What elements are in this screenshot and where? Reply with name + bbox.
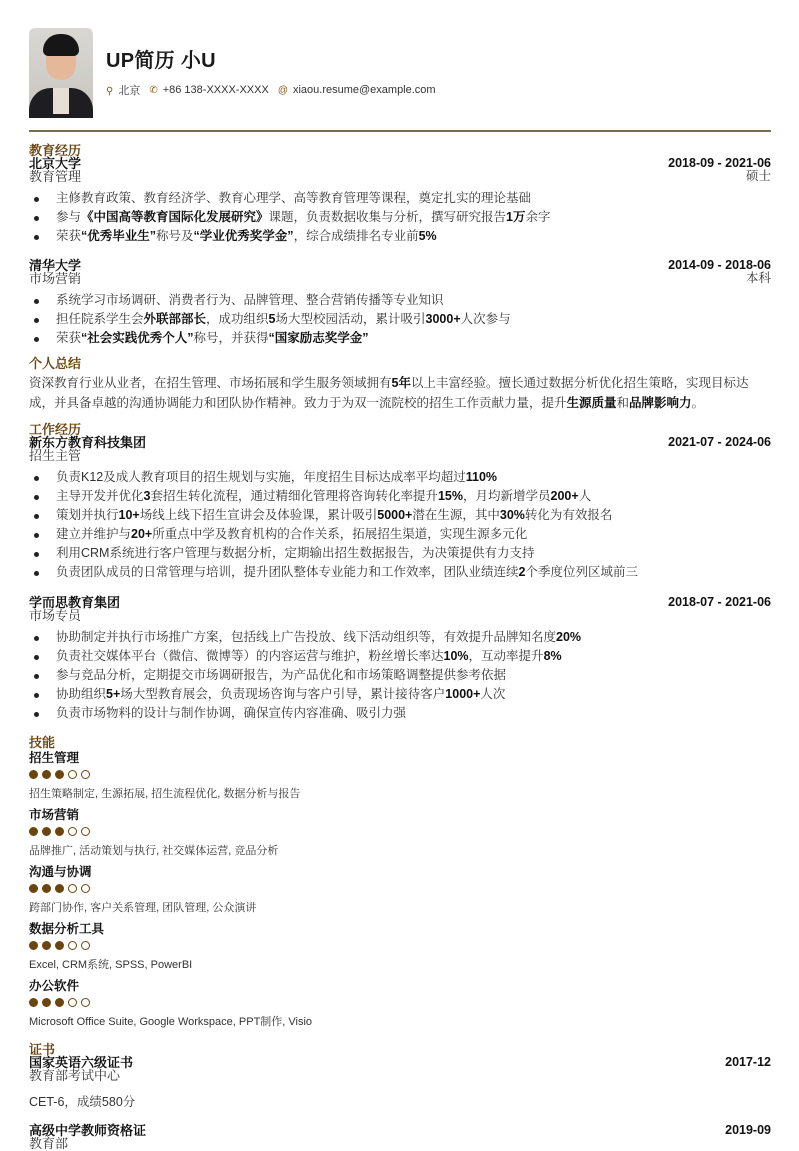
section-title-work: 工作经历 bbox=[29, 421, 82, 437]
rating-dot-empty bbox=[81, 827, 90, 836]
skill-name: 招生管理 bbox=[29, 750, 80, 765]
bold-text: 5+ bbox=[106, 686, 121, 701]
company-name: 新东方教育科技集团 bbox=[29, 434, 147, 450]
bold-text: 2 bbox=[518, 564, 526, 579]
bold-text: 20+ bbox=[131, 526, 153, 541]
resume-page bbox=[29, 28, 771, 1150]
text-segment: 余字 bbox=[525, 209, 551, 224]
bullet-list bbox=[29, 189, 771, 246]
list-item bbox=[29, 189, 771, 208]
job-role: 市场专员 bbox=[29, 607, 82, 623]
list-item bbox=[29, 291, 771, 310]
cert-issuer: 教育部考试中心 bbox=[29, 1067, 121, 1083]
text-segment: 建立并维护与 bbox=[56, 526, 132, 541]
resume-header bbox=[29, 28, 771, 114]
text-segment: 协助组织 bbox=[56, 686, 107, 701]
section-title-certificates: 证书 bbox=[29, 1041, 56, 1057]
cert-row bbox=[29, 1056, 771, 1069]
text-segment: 系统学习市场调研、消费者行为、品牌管理、整合营销传播等专业知识 bbox=[56, 292, 444, 307]
bold-text: “国家励志奖学金” bbox=[268, 330, 369, 345]
text-segment: 负责K12及成人教育项目的招生规划与实施，年度招生目标达成率平均超过 bbox=[56, 469, 466, 484]
rating-dot-filled bbox=[29, 941, 38, 950]
skill-name: 办公软件 bbox=[29, 978, 80, 993]
text-segment: 课题，负责数据收集与分析，撰写研究报告 bbox=[268, 209, 507, 224]
text-segment: 利用CRM系统进行客户管理与数据分析，定期输出招生数据报告，为决策提供有力支持 bbox=[56, 545, 535, 560]
skill-rating bbox=[29, 884, 771, 894]
degree: 本科 bbox=[745, 270, 771, 285]
bold-text: 5% bbox=[418, 228, 437, 243]
rating-dot-empty bbox=[81, 770, 90, 779]
text-segment: 主修教育政策、教育经济学、教育心理学、高等教育管理等课程，奠定扎实的理论基础 bbox=[56, 190, 532, 205]
text-segment: 称号及 bbox=[156, 228, 194, 243]
phone: +86 138-XXXX-XXXX bbox=[162, 84, 269, 96]
section-title-education: 教育经历 bbox=[29, 142, 82, 158]
skill-description: 品牌推广, 活动策划与执行, 社交媒体运营, 竞品分析 bbox=[29, 844, 279, 857]
bold-text: 1万 bbox=[506, 209, 526, 224]
text-segment: 负责社交媒体平台（微信、微博等）的内容运营与维护，粉丝增长率达 bbox=[56, 648, 444, 663]
cert-row bbox=[29, 1124, 771, 1137]
text-segment: 人 bbox=[578, 488, 592, 503]
rating-dot-empty bbox=[81, 941, 90, 950]
list-item bbox=[29, 227, 771, 246]
text-segment: 称号，并获得 bbox=[193, 330, 269, 345]
text-segment: 负责市场物料的设计与制作协调，确保宣传内容准确、吸引力强 bbox=[56, 705, 407, 720]
text-segment: 主导开发并优化 bbox=[56, 488, 144, 503]
cert-issuer: 教育部 bbox=[29, 1135, 69, 1151]
rating-dot-empty bbox=[81, 884, 90, 893]
text-segment: 负责团队成员的日常管理与培训，提升团队整体专业能力和工作效率，团队业绩连续 bbox=[56, 564, 519, 579]
bold-text: 3 bbox=[143, 488, 151, 503]
text-segment: ，互动率提升 bbox=[468, 648, 544, 663]
cert-date: 2017-12 bbox=[725, 1054, 771, 1069]
text-segment: 和 bbox=[616, 395, 630, 410]
section-title-skills: 技能 bbox=[29, 734, 56, 750]
skill-description: Excel, CRM系统, SPSS, PowerBI bbox=[29, 958, 193, 971]
education-row bbox=[29, 272, 771, 285]
skill-name: 沟通与协调 bbox=[29, 864, 92, 879]
bold-text: 15% bbox=[437, 488, 464, 503]
skill-name: 市场营销 bbox=[29, 807, 80, 822]
rating-dot-filled bbox=[42, 941, 51, 950]
candidate-name: UP简历 小U bbox=[106, 50, 216, 72]
text-segment: 参与竞品分析，定期提交市场调研报告，为产品优化和市场策略调整提供参考依据 bbox=[56, 667, 507, 682]
contact-line bbox=[106, 82, 436, 98]
rating-dot-filled bbox=[42, 770, 51, 779]
bold-text: 10+ bbox=[118, 507, 140, 522]
company-name: 学而思教育集团 bbox=[29, 594, 121, 610]
list-item bbox=[29, 647, 771, 666]
text-segment: 策划并执行 bbox=[56, 507, 119, 522]
list-item bbox=[29, 525, 771, 544]
list-item bbox=[29, 506, 771, 525]
skill-name: 数据分析工具 bbox=[29, 921, 105, 936]
job-role: 招生主管 bbox=[29, 447, 82, 463]
bold-text: 5 bbox=[268, 311, 276, 326]
bold-text: 3000+ bbox=[425, 311, 461, 326]
rating-dot-filled bbox=[55, 998, 64, 1007]
skill-description: 跨部门协作, 客户关系管理, 团队管理, 公众演讲 bbox=[29, 901, 257, 914]
bold-text: 1000+ bbox=[445, 686, 481, 701]
list-item bbox=[29, 563, 771, 582]
text-segment: 场大型教育展会，负责现场咨询与客户引导，累计接待客户 bbox=[120, 686, 446, 701]
text-segment: ，月均新增学员 bbox=[463, 488, 551, 503]
bold-text: 5年 bbox=[391, 375, 411, 390]
location: 北京 bbox=[118, 85, 141, 97]
bold-text: 5000+ bbox=[377, 507, 413, 522]
text-segment: ，综合成绩排名专业前 bbox=[293, 228, 419, 243]
phone-icon: ✆ bbox=[149, 85, 158, 96]
text-segment: 个季度位列区域前三 bbox=[525, 564, 638, 579]
date-range: 2021-07 - 2024-06 bbox=[668, 434, 771, 449]
work-row bbox=[29, 436, 771, 449]
text-segment: 转化为有效报名 bbox=[524, 507, 613, 522]
text-segment: 资深教育行业从业者，在招生管理、市场拓展和学生服务领域拥有 bbox=[29, 375, 392, 390]
list-item bbox=[29, 685, 771, 704]
rating-dot-empty bbox=[81, 998, 90, 1007]
list-item bbox=[29, 487, 771, 506]
header-divider bbox=[29, 130, 771, 132]
text-segment: 担任院系学生会 bbox=[56, 311, 144, 326]
location-pin-icon: ⚲ bbox=[106, 86, 114, 97]
rating-dot-filled bbox=[42, 884, 51, 893]
list-item bbox=[29, 704, 771, 723]
bold-text: 《中国高等教育国际化发展研究》 bbox=[81, 209, 269, 224]
cert-name: 高级中学教师资格证 bbox=[29, 1122, 147, 1138]
text-segment: 荣获 bbox=[56, 228, 82, 243]
rating-dot-filled bbox=[55, 884, 64, 893]
at-icon: @ bbox=[277, 85, 288, 96]
school-name: 清华大学 bbox=[29, 257, 82, 273]
school-name: 北京大学 bbox=[29, 155, 82, 171]
bold-text: 外联部部长 bbox=[143, 311, 207, 326]
skill-description: Microsoft Office Suite, Google Workspace, PPT制作, Visio bbox=[29, 1015, 313, 1028]
text-segment: 荣获 bbox=[56, 330, 82, 345]
education-row bbox=[29, 157, 771, 170]
summary-text bbox=[29, 373, 771, 413]
education-entry bbox=[29, 259, 771, 348]
text-segment: 场大型校园活动，累计吸引 bbox=[275, 311, 426, 326]
text-segment: 人次参与 bbox=[460, 311, 511, 326]
rating-dot-filled bbox=[29, 998, 38, 1007]
bold-text: “学业优秀奖学金” bbox=[193, 228, 294, 243]
skill-rating bbox=[29, 827, 771, 837]
rating-dot-empty bbox=[68, 884, 77, 893]
rating-dot-filled bbox=[55, 941, 64, 950]
list-item bbox=[29, 666, 771, 685]
text-segment: 。 bbox=[691, 395, 705, 410]
rating-dot-filled bbox=[29, 770, 38, 779]
bold-text: 生源质量 bbox=[566, 395, 617, 410]
bold-text: 110% bbox=[465, 469, 498, 484]
bold-text: 20% bbox=[556, 629, 582, 644]
bullet-list bbox=[29, 468, 771, 582]
text-segment: 套招生转化流程，通过精细化管理将咨询转化率提升 bbox=[150, 488, 438, 503]
rating-dot-filled bbox=[29, 827, 38, 836]
text-segment: 潜在生源，其中 bbox=[412, 507, 500, 522]
work-row bbox=[29, 596, 771, 609]
section-title-summary: 个人总结 bbox=[29, 355, 82, 371]
major: 市场营销 bbox=[29, 270, 82, 286]
date-range: 2018-09 - 2021-06 bbox=[668, 155, 771, 170]
list-item bbox=[29, 310, 771, 329]
skill-rating bbox=[29, 998, 771, 1008]
date-range: 2018-07 - 2021-06 bbox=[668, 594, 771, 609]
rating-dot-empty bbox=[68, 827, 77, 836]
bullet-list bbox=[29, 628, 771, 723]
rating-dot-empty bbox=[68, 770, 77, 779]
rating-dot-filled bbox=[42, 998, 51, 1007]
list-item bbox=[29, 208, 771, 227]
bold-text: 8% bbox=[543, 648, 562, 663]
major: 教育管理 bbox=[29, 168, 82, 184]
text-segment: 人次 bbox=[480, 686, 506, 701]
bold-text: 10% bbox=[443, 648, 469, 663]
bold-text: “优秀毕业生” bbox=[81, 228, 157, 243]
text-segment: ，成功组织 bbox=[206, 311, 269, 326]
rating-dot-filled bbox=[55, 827, 64, 836]
cert-note: CET-6，成绩580分 bbox=[29, 1094, 136, 1109]
skill-rating bbox=[29, 941, 771, 951]
text-segment: 场线上线下招生宣讲会及体验课，累计吸引 bbox=[139, 507, 378, 522]
text-segment: 以上丰富经验。擅长通过数据分析优化招生策略，实现目标达成，并具备卓越的沟通协调能力和团队协作精神。致力于为双一流院校的招生工作贡献力量，提升 bbox=[29, 375, 749, 410]
profile-photo bbox=[29, 28, 93, 114]
bold-text: 200+ bbox=[550, 488, 579, 503]
work-entry bbox=[29, 436, 771, 582]
skill-rating bbox=[29, 770, 771, 780]
rating-dot-filled bbox=[29, 884, 38, 893]
list-item bbox=[29, 544, 771, 563]
rating-dot-filled bbox=[55, 770, 64, 779]
bullet-list bbox=[29, 291, 771, 348]
education-entry bbox=[29, 157, 771, 246]
date-range: 2014-09 - 2018-06 bbox=[668, 257, 771, 272]
skill-description: 招生策略制定, 生源拓展, 招生流程优化, 数据分析与报告 bbox=[29, 787, 301, 800]
list-item bbox=[29, 468, 771, 487]
education-row bbox=[29, 170, 771, 183]
list-item bbox=[29, 628, 771, 647]
rating-dot-filled bbox=[42, 827, 51, 836]
text-segment: 所重点中学及教育机构的合作关系，拓展招生渠道，实现生源多元化 bbox=[152, 526, 528, 541]
text-segment: 协助制定并执行市场推广方案，包括线上广告投放、线下活动组织等，有效提升品牌知名度 bbox=[56, 629, 557, 644]
bold-text: 品牌影响力 bbox=[629, 395, 692, 410]
email[interactable]: xiaou.resume@example.com bbox=[292, 84, 436, 96]
rating-dot-empty bbox=[68, 941, 77, 950]
education-row bbox=[29, 259, 771, 272]
bold-text: “社会实践优秀个人” bbox=[81, 330, 194, 345]
text-segment: 参与 bbox=[56, 209, 82, 224]
cert-date: 2019-09 bbox=[725, 1122, 771, 1137]
rating-dot-empty bbox=[68, 998, 77, 1007]
work-entry bbox=[29, 596, 771, 723]
bold-text: 30% bbox=[499, 507, 525, 522]
degree: 硕士 bbox=[745, 168, 771, 183]
cert-name: 国家英语六级证书 bbox=[29, 1054, 134, 1070]
list-item bbox=[29, 329, 771, 348]
